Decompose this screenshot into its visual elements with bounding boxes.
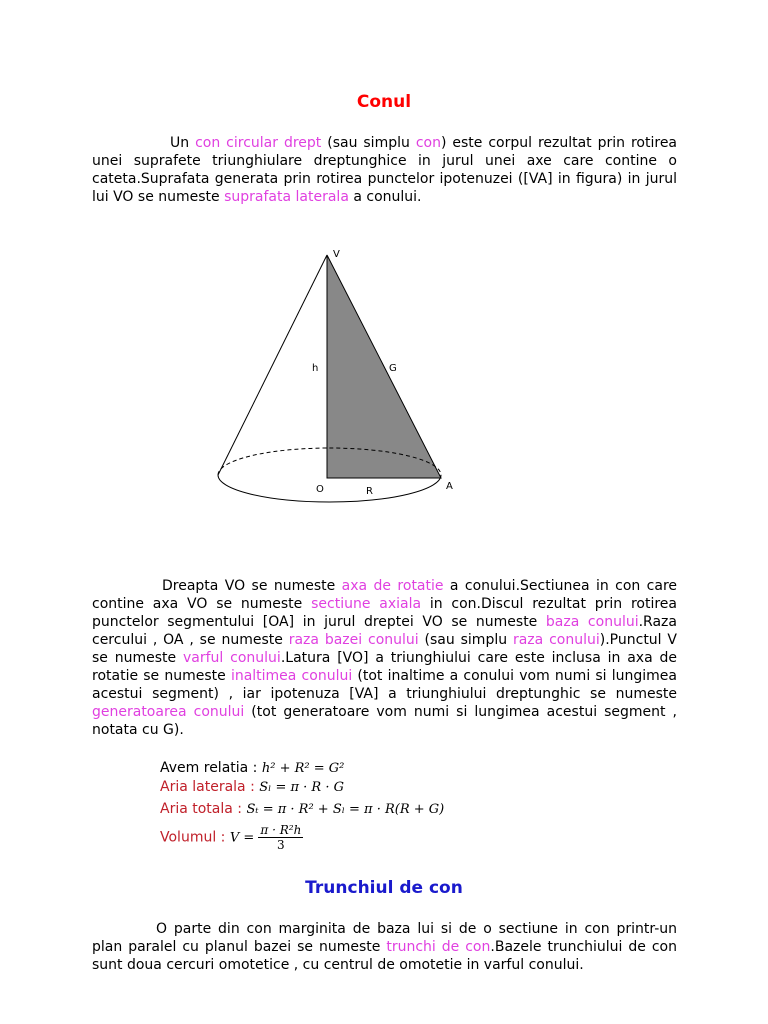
section-title: Trunchiul de con: [305, 878, 463, 898]
text: a conului.Sectiunea in con care contine axa VO se numeste: [92, 578, 678, 612]
label-V: V: [333, 249, 340, 260]
term-con-circular-drept: con circular drept: [195, 135, 322, 151]
formula-label: Volumul :: [160, 829, 230, 846]
text: .Latura [VO] a triunghiului care este inclusa in axa de rotatie se numeste: [92, 650, 678, 684]
term-raza-conului: raza conului: [512, 632, 600, 648]
base-front-arc: [218, 475, 441, 502]
text: in con.Discul rezultat prin rotirea punctelor segmentului [OA] in jurul dreptei VO se numeste: [92, 596, 677, 630]
text: (tot generatoare vom numi si lungimea acestui segment , notata cu G).: [92, 704, 677, 738]
intro-paragraph: [92, 134, 677, 206]
formula-label: Aria laterala :: [160, 779, 260, 795]
text: .Raza cercului , OA , se numeste: [92, 614, 677, 648]
formula-lateral-area: [160, 778, 344, 797]
term-axa-de-rotatie: axa de rotatie: [341, 578, 444, 594]
formula-expression: V =: [229, 830, 259, 846]
term-raza-bazei-conului: raza bazei conului: [288, 632, 419, 648]
label-h: h: [312, 363, 319, 374]
formula-label: Aria totala :: [160, 801, 247, 817]
formula-expression: h² + R² = G²: [261, 761, 345, 776]
text: (tot inaltime a conului vom numi si lungimea acestui segment) , iar ipotenuza [VA] a triunghiului dreptunghic se numeste: [92, 668, 677, 702]
formula-total-area: [160, 800, 444, 819]
text: Un: [170, 135, 196, 151]
fraction-numerator: π · R²h: [260, 823, 302, 837]
formula-expression: Sₜ = π · R² + Sₗ = π · R(R + G): [246, 802, 445, 817]
term-baza-conului: baza conului: [545, 614, 639, 630]
formula-label: Avem relatia :: [160, 760, 262, 776]
formula-volume: [160, 823, 303, 852]
fraction-denominator: 3: [277, 838, 285, 852]
definitions-paragraph: [92, 577, 677, 739]
term-sectiune-axiala: sectiune axiala: [311, 596, 422, 612]
text: O parte din con marginita de baza lui si de o sectiune in con printr-un plan paralel cu planul bazei se numeste: [92, 921, 677, 955]
term-con: con: [415, 135, 441, 151]
left-generatrix: [218, 255, 327, 475]
text: .Bazele trunchiului de con sunt doua cercuri omotetice , cu centrul de omotetie in varful conului.: [92, 939, 677, 973]
label-R: R: [366, 486, 373, 497]
page-title: Conul: [356, 92, 412, 112]
text: Dreapta VO se numeste: [162, 578, 342, 594]
term-generatoarea-conului: generatoarea conului: [92, 704, 245, 720]
text: ).Punctul V se numeste: [92, 632, 678, 666]
text: (sau simplu: [321, 135, 416, 151]
cone-figure: [200, 240, 480, 510]
term-inaltimea-conului: inaltimea conului: [230, 668, 353, 684]
axial-triangle: [327, 255, 441, 478]
frustum-paragraph: [92, 920, 677, 974]
term-trunchi-de-con: trunchi de con: [386, 939, 491, 955]
text: (sau simplu: [418, 632, 513, 648]
volume-fraction: [258, 823, 303, 852]
text: ) este corpul rezultat prin rotirea unei suprafete triunghiulare dreptunghice in jurul unei axe care contine o cateta.Suprafata generata prin rotirea punctelor ipotenuzei ([VA] in figura) in jurul lui VO se numeste: [92, 135, 678, 205]
text: a conului.: [348, 189, 422, 205]
term-suprafata-laterala: suprafata laterala: [224, 189, 349, 205]
formula-relation: [160, 759, 344, 778]
label-O: O: [316, 484, 324, 495]
term-varful-conului: varful conului: [183, 650, 281, 666]
formula-expression: Sₗ = π · R · G: [259, 780, 344, 795]
label-G: G: [389, 363, 397, 374]
label-A: A: [446, 481, 453, 492]
